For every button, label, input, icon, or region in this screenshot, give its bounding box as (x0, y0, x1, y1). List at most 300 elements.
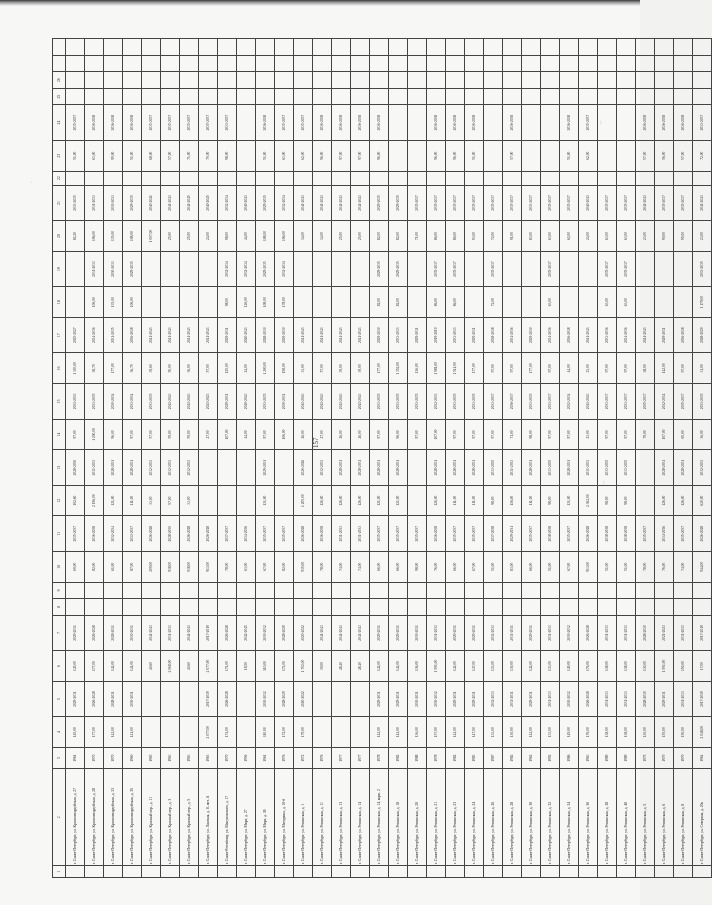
table-cell: 108,00 (123, 221, 142, 252)
table-cell: 2026-2028 (693, 516, 712, 551)
table-cell (389, 582, 408, 599)
table-cell: 2029-2031 (218, 318, 237, 353)
table-cell (104, 599, 123, 616)
table-cell (332, 582, 351, 599)
table-cell (522, 599, 541, 616)
table-cell: 2033-2036 (598, 318, 617, 353)
table-cell: 2032-2033 (484, 681, 503, 716)
table-cell: 2029-2031 (66, 615, 85, 650)
table-cell: 63,00 (237, 551, 256, 582)
table-cell: 2036-2038 (427, 105, 446, 140)
table-cell (199, 171, 218, 185)
table-cell: 177,00 (370, 353, 389, 384)
table-cell (370, 72, 389, 89)
table-cell (199, 72, 218, 89)
table-cell (66, 171, 85, 185)
table-cell (237, 140, 256, 171)
table-cell (389, 105, 408, 140)
table-cell: 2032-2034 (275, 185, 294, 220)
table-cell: 51,00 (560, 140, 579, 171)
table-row (465, 39, 484, 878)
table-cell (427, 582, 446, 599)
table-cell: 2033-2035 (370, 384, 389, 419)
table-cell: 2042-2045 (237, 615, 256, 650)
table-cell (408, 287, 427, 318)
table-cell: 2029-2031 (66, 681, 85, 716)
table-cell (294, 582, 313, 599)
table-cell: 2029-2031 (389, 615, 408, 650)
table-cell: 2029-2035 (256, 251, 275, 286)
table-cell: 2034-2036 (503, 318, 522, 353)
table-cell (256, 171, 275, 185)
table-cell: 2036-2038 (332, 105, 351, 140)
table-cell: 2029-2035 (370, 251, 389, 286)
address-cell: г. Санкт-Петербург, ул. Репинская, д. 6 (655, 769, 674, 866)
table-cell: 121,00 (370, 485, 389, 516)
table-cell (560, 287, 579, 318)
table-cell: 2036-2038 (104, 105, 123, 140)
table-cell (522, 88, 541, 105)
table-cell (484, 88, 503, 105)
table-cell (579, 55, 598, 72)
table-cell: 177,00 (85, 717, 104, 748)
table-cell (351, 287, 370, 318)
table-cell: 98,00 (541, 485, 560, 516)
table-cell (636, 287, 655, 318)
table-cell: 135,00 (104, 221, 123, 252)
table-cell (180, 582, 199, 599)
table-cell: 2031-2033 (541, 615, 560, 650)
table-cell (522, 105, 541, 140)
address-cell: г. Санкт-Петербург, ул. Красногвардейская, д. 27 (66, 769, 85, 866)
table-cell: 86,00 (427, 221, 446, 252)
table-cell: 24,00 (237, 353, 256, 384)
table-row (503, 39, 522, 878)
table-cell: 50,00 (161, 353, 180, 384)
table-cell: 2035-2037 (199, 105, 218, 140)
table-cell (484, 599, 503, 616)
table-cell: 2028-2030 (636, 681, 655, 716)
table-row (408, 39, 427, 878)
table-cell: 62,00 (560, 221, 579, 252)
table-cell (655, 251, 674, 286)
table-cell: 2041-2043 (351, 318, 370, 353)
table-cell (332, 681, 351, 716)
table-cell: 126,00 (332, 485, 351, 516)
table-cell: 97,00 (503, 353, 522, 384)
table-cell: 2035-2037 (503, 185, 522, 220)
table-cell (617, 582, 636, 599)
table-cell: 131,00 (256, 485, 275, 516)
table-cell: 1 179,00 (693, 287, 712, 318)
table-cell: 2033-2035 (598, 450, 617, 485)
table-cell (408, 866, 427, 878)
table-cell: 2036-2038 (123, 105, 142, 140)
table-cell: 2033-2035 (446, 384, 465, 419)
table-cell: 1 205,00 (294, 485, 313, 516)
table-cell: 2041-2043 (579, 384, 598, 419)
column-number: 17 (53, 318, 66, 353)
table-cell: 2034-2036 (617, 318, 636, 353)
column-number: 26 (53, 72, 66, 89)
table-cell (123, 88, 142, 105)
table-cell: 913,00 (199, 551, 218, 582)
table-cell: 98,00 (218, 140, 237, 171)
address-cell: г. Санкт-Петербург, ул. Репинская, д. 14 (351, 769, 370, 866)
table-cell: 2041-2043 (161, 318, 180, 353)
table-cell (579, 88, 598, 105)
address-cell: г. Санкт-Петербург, ул. Красный пер., д. 5 (180, 769, 199, 866)
table-cell: 82,00 (389, 287, 408, 318)
table-cell: 2033-2035 (256, 384, 275, 419)
table-cell (351, 88, 370, 105)
table-cell: 149,00 (560, 717, 579, 748)
table-cell (579, 287, 598, 318)
table-cell: 95,00 (674, 221, 693, 252)
table-row (123, 39, 142, 878)
table-cell: 63,00 (617, 287, 636, 318)
table-cell (617, 599, 636, 616)
table-cell: 620,00 (693, 485, 712, 516)
table-cell (598, 55, 617, 72)
address-cell: г. Санкт-Петербург, ул. Репинская, д. 11 (313, 769, 332, 866)
table-cell (294, 287, 313, 318)
table-cell: 111,00 (522, 485, 541, 516)
table-cell (636, 599, 655, 616)
table-cell: 97,00 (541, 353, 560, 384)
table-cell (237, 599, 256, 616)
table-cell: 106,00 (85, 287, 104, 318)
table-cell (598, 599, 617, 616)
table-cell: 2035-2037 (636, 384, 655, 419)
table-cell: 2041-2043 (294, 318, 313, 353)
table-cell (313, 88, 332, 105)
table-cell: 82,00 (389, 221, 408, 252)
table-cell: 2017-2019 (693, 681, 712, 716)
table-cell (294, 88, 313, 105)
table-cell: 2033-2037 (598, 384, 617, 419)
table-cell: 136,00 (408, 353, 427, 384)
table-cell: 2035-2037 (579, 105, 598, 140)
table-cell: 2032-2033 (142, 450, 161, 485)
table-cell (617, 55, 636, 72)
table-cell: 130,00 (503, 717, 522, 748)
table-cell: 33,00 (180, 485, 199, 516)
table-cell: 2036-2038 (655, 105, 674, 140)
table-cell: 2026-2028 (294, 516, 313, 551)
table-cell: 2035-2037 (560, 185, 579, 220)
table-cell: 2028-2029 (275, 615, 294, 650)
table-cell (541, 582, 560, 599)
table-cell (256, 866, 275, 878)
table-cell: 2041-2043 (313, 615, 332, 650)
table-cell: 150,00 (674, 651, 693, 682)
table-cell (142, 55, 161, 72)
column-number: 13 (53, 450, 66, 485)
table-cell (465, 866, 484, 878)
table-cell: 142,00 (655, 353, 674, 384)
table-cell (161, 171, 180, 185)
table-cell: 2040-2043 (237, 185, 256, 220)
table-cell (66, 287, 85, 318)
table-cell: 1963 (579, 748, 598, 769)
table-row (85, 39, 104, 878)
table-cell: 2040-2045 (199, 185, 218, 220)
table-cell: 2041-2043 (161, 384, 180, 419)
table-cell: 2041-2043 (313, 318, 332, 353)
table-cell (579, 171, 598, 185)
table-cell (142, 72, 161, 89)
table-cell: 107,00 (218, 419, 237, 450)
table-cell (294, 599, 313, 616)
table-cell: 48,40 (351, 651, 370, 682)
table-cell: 2033-2035 (66, 185, 85, 220)
table-row (104, 39, 123, 878)
table-cell: 2036-2038 (370, 105, 389, 140)
table-cell: 2041-2043 (180, 318, 199, 353)
table-cell: 97,00 (541, 419, 560, 450)
table-cell: 86,00 (446, 287, 465, 318)
column-number: 7 (53, 615, 66, 650)
table-cell (161, 599, 180, 616)
table-cell: 2029-2031 (408, 318, 427, 353)
table-cell: 2041-2043 (161, 185, 180, 220)
table-cell (522, 171, 541, 185)
table-cell (427, 39, 446, 56)
table-cell: 2 077,00 (199, 717, 218, 748)
table-cell: 2021-2023 (655, 615, 674, 650)
table-cell: 131,00 (560, 485, 579, 516)
table-cell (465, 599, 484, 616)
table-cell: 98,00 (218, 287, 237, 318)
table-cell (408, 55, 427, 72)
table-cell: 147,00 (465, 651, 484, 682)
table-cell (180, 251, 199, 286)
table-cell: 2038-2038 (598, 516, 617, 551)
table-cell: 68,00 (142, 140, 161, 171)
table-cell: 65,00 (674, 419, 693, 450)
table-cell: 2033-2033 (446, 318, 465, 353)
table-cell (465, 55, 484, 72)
table-cell: 106,00 (85, 221, 104, 252)
table-cell: 2038-2038 (484, 318, 503, 353)
table-cell: 142,00 (446, 717, 465, 748)
table-cell (180, 717, 199, 748)
table-cell: 1976 (275, 748, 294, 769)
table-cell: 126,00 (674, 485, 693, 516)
table-cell (446, 171, 465, 185)
column-number: 10 (53, 551, 66, 582)
address-cell: г. Санкт-Петербург, ул. Репинская, д. 34 (560, 769, 579, 866)
table-cell: 1972 (294, 748, 313, 769)
table-cell: 1970 (85, 748, 104, 769)
table-cell: 98,00 (617, 485, 636, 516)
table-cell (503, 72, 522, 89)
table-cell: 1 591,00 (427, 651, 446, 682)
table-cell: 2033-2035 (142, 384, 161, 419)
table-cell (655, 88, 674, 105)
table-cell (313, 251, 332, 286)
column-number: 14 (53, 419, 66, 450)
table-cell (256, 39, 275, 56)
table-cell: 106,00 (123, 287, 142, 318)
table-cell: 1 007,00 (142, 221, 161, 252)
table-cell: 111,00 (123, 485, 142, 516)
table-cell: 59,00 (180, 419, 199, 450)
table-cell: 2030-2033 (104, 185, 123, 220)
table-cell (199, 599, 218, 616)
table-cell (446, 72, 465, 89)
table-cell: 1963 (161, 748, 180, 769)
table-cell: 63,00 (541, 287, 560, 318)
table-cell: 2035-2037 (275, 105, 294, 140)
table-cell (674, 287, 693, 318)
table-cell: 141,00 (123, 651, 142, 682)
address-cell: г. Санкт-Петербург, ул. Репинская, д. 1 (294, 769, 313, 866)
table-cell: 2035-2037 (541, 251, 560, 286)
column-number (53, 39, 66, 56)
column-number: 12 (53, 485, 66, 516)
column-number: 9 (53, 582, 66, 599)
table-cell: 63,00 (275, 140, 294, 171)
table-cell (541, 599, 560, 616)
table-cell: 133,00 (484, 651, 503, 682)
table-cell: 1 591,00 (655, 651, 674, 682)
table-cell (161, 287, 180, 318)
table-cell: 2026-2028 (85, 615, 104, 650)
table-cell: 2020-2022 (294, 681, 313, 716)
table-cell (446, 866, 465, 878)
table-cell: 2041-2043 (180, 384, 199, 419)
table-cell (180, 171, 199, 185)
table-cell (446, 88, 465, 105)
table-cell: 23,00 (693, 221, 712, 252)
table-cell: 177,00 (85, 651, 104, 682)
table-cell: 938,00 (180, 551, 199, 582)
address-cell: г. Санкт-Петербург, ул. Красный пер., д. 11 (142, 769, 161, 866)
table-cell: 18,50 (237, 651, 256, 682)
table-cell (332, 171, 351, 185)
table-cell (275, 485, 294, 516)
table-cell (598, 582, 617, 599)
table-cell: 17,00 (693, 651, 712, 682)
table-cell: 2035-2037 (674, 185, 693, 220)
table-cell: 24,00 (199, 221, 218, 252)
table-cell (427, 88, 446, 105)
table-cell (180, 599, 199, 616)
table-cell: 2034-2036 (655, 516, 674, 551)
table-cell: 2030-2032 (560, 681, 579, 716)
table-cell: 2035-2037 (66, 516, 85, 551)
column-number: 19 (53, 251, 66, 286)
table-cell: 174,00 (218, 651, 237, 682)
table-cell (408, 582, 427, 599)
table-cell (522, 39, 541, 56)
table-cell: 2031-2033 (85, 450, 104, 485)
table-cell (522, 140, 541, 171)
table-cell: 142,00 (370, 717, 389, 748)
address-cell: г. Санкт-Петербург, ул. Репинская, д. 20 (408, 769, 427, 866)
table-cell: 57,00 (674, 140, 693, 171)
table-cell: 44,00 (560, 353, 579, 384)
table-cell: 67,00 (465, 551, 484, 582)
table-cell: 2033-2037 (218, 105, 237, 140)
table-cell (142, 88, 161, 105)
table-row (275, 39, 294, 878)
table-cell (218, 72, 237, 89)
column-number: 16 (53, 353, 66, 384)
table-cell: 2031-2033 (598, 615, 617, 650)
table-cell (104, 55, 123, 72)
table-cell: 2026-2028 (218, 615, 237, 650)
table-cell: 2028-2030 (636, 615, 655, 650)
address-cell: г. Санкт-Петербург, ул. Мичурина, д. 10-б (275, 769, 294, 866)
table-cell: 2035-2037 (598, 185, 617, 220)
table-cell (275, 55, 294, 72)
column-number: 4 (53, 717, 66, 748)
table-cell: 1 981,00 (427, 353, 446, 384)
table-cell (313, 39, 332, 56)
table-cell: 176,00 (579, 717, 598, 748)
address-cell: г. Санкт-Петербург, ул. Репинская, д. 28 (503, 769, 522, 866)
table-cell: 2030-2032 (427, 681, 446, 716)
table-cell: 2035-2037 (370, 516, 389, 551)
table-cell: 72,00 (484, 287, 503, 318)
table-cell: 33,00 (294, 353, 313, 384)
table-cell (560, 582, 579, 599)
table-cell (275, 450, 294, 485)
table-cell: 78,00 (636, 551, 655, 582)
table-cell (66, 55, 85, 72)
table-cell (465, 582, 484, 599)
table-cell: 2033-2035 (541, 450, 560, 485)
table-cell: 2037-2038 (484, 516, 503, 551)
table-cell (617, 105, 636, 140)
table-cell (237, 105, 256, 140)
table-cell: 97,00 (617, 353, 636, 384)
table-cell: 93,00 (465, 221, 484, 252)
table-cell: 1977 (351, 748, 370, 769)
table-cell: 2035-2037 (484, 185, 503, 220)
table-cell: 136,00 (408, 651, 427, 682)
table-row (161, 39, 180, 878)
table-cell: 2036-2038 (351, 105, 370, 140)
table-cell: 1986 (560, 748, 579, 769)
table-cell: 2030-2031 (123, 615, 142, 650)
table-cell (674, 88, 693, 105)
table-cell: 2041-2043 (313, 185, 332, 220)
table-cell: 1982 (389, 748, 408, 769)
table-cell: 97,00 (408, 419, 427, 450)
table-cell (332, 866, 351, 878)
table-cell: 63,00 (598, 221, 617, 252)
table-cell: 82,00 (275, 551, 294, 582)
table-cell: 2032-2034 (237, 251, 256, 286)
table-cell (142, 866, 161, 878)
table-cell: 2035-2037 (275, 516, 294, 551)
table-cell (199, 88, 218, 105)
table-cell: 2026-2028 (579, 681, 598, 716)
table-cell: 2029-2031 (389, 681, 408, 716)
table-cell (408, 485, 427, 516)
table-cell (579, 866, 598, 878)
table-cell: 2026-2028 (85, 681, 104, 716)
table-cell (313, 72, 332, 89)
table-cell: 33,00 (142, 485, 161, 516)
table-cell: 23,00 (636, 221, 655, 252)
table-cell (541, 866, 560, 878)
table-cell (655, 866, 674, 878)
